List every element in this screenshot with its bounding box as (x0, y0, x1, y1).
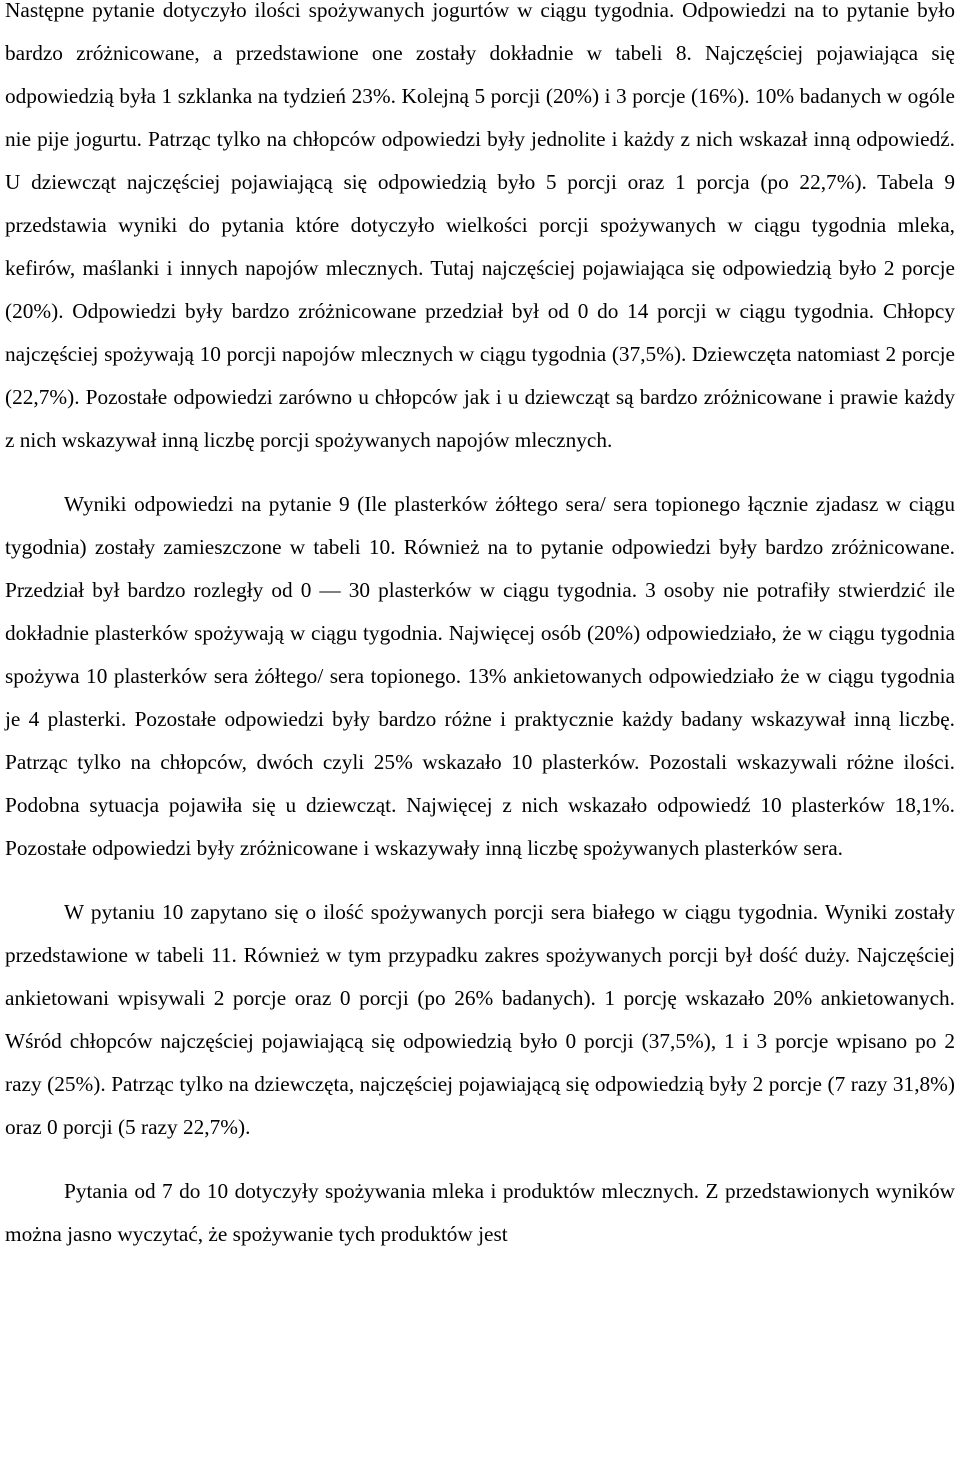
paragraph-yellow-cheese: Wyniki odpowiedzi na pytanie 9 (Ile plasterków żółtego sera/ sera topionego łącznie zjadasz w ciągu tygodnia) zostały zamieszczone w tabeli 10. Również na to pytanie odpowiedzi były bardzo zróżnicowane. Przedział był bardzo rozległy od 0 — 30 plasterków w ciągu tygodnia. 3 osoby nie potrafiły stwierdzić ile dokładnie plasterków spożywają w ciągu tygodnia. Najwięcej osób (20%) odpowiedziało, że w ciągu tygodnia spożywa 10 plasterków sera żółtego/ sera topionego. 13% ankietowanych odpowiedziało że w ciągu tygodnia je 4 plasterki. Pozostałe odpowiedzi były bardzo różne i praktycznie każdy badany wskazywał inną liczbę. Patrząc tylko na chłopców, dwóch czyli 25% wskazało 10 plasterków. Pozostali wskazywali różne ilości. Podobna sytuacja pojawiła się u dziewcząt. Najwięcej z nich wskazało odpowiedź 10 plasterków 18,1%. Pozostałe odpowiedzi były zróżnicowane i wskazywały inną liczbę spożywanych plasterków sera. (5, 492, 955, 860)
paragraph-yogurt-milk: Następne pytanie dotyczyło ilości spożywanych jogurtów w ciągu tygodnia. Odpowiedzi na to pytanie było bardzo zróżnicowane, a przedstawione one zostały dokładnie w tabeli 8. Najczęściej pojawiająca się odpowiedzią była 1 szklanka na tydzień 23%. Kolejną 5 porcji (20%) i 3 porcje (16%). 10% badanych w ogóle nie pije jogurtu. Patrząc tylko na chłopców odpowiedzi były jednolite i każdy z nich wskazał inną odpowiedź. U dziewcząt najczęściej pojawiającą się odpowiedzią było 5 porcji oraz 1 porcja (po 22,7%). Tabela 9 przedstawia wyniki do pytania które dotyczyło wielkości porcji spożywanych w ciągu tygodnia mleka, kefirów, maślanki i innych napojów mlecznych. Tutaj najczęściej pojawiająca się odpowiedzią było 2 porcje (20%). Odpowiedzi były bardzo zróżnicowane przedział był od 0 do 14 porcji w ciągu tygodnia. Chłopcy najczęściej spożywają 10 porcji napojów mlecznych w ciągu tygodnia (37,5%). Dziewczęta natomiast 2 porcje (22,7%). Pozostałe odpowiedzi zarówno u chłopców jak i u dziewcząt są bardzo zróżnicowane i prawie każdy z nich wskazywał inną liczbę porcji spożywanych napojów mlecznych. (5, 0, 955, 452)
document-page (5, 0, 955, 1256)
paragraph-white-cheese: W pytaniu 10 zapytano się o ilość spożywanych porcji sera białego w ciągu tygodnia. Wyniki zostały przedstawione w tabeli 11. Również w tym przypadku zakres spożywanych porcji był dość duży. Najczęściej ankietowani wpisywali 2 porcje oraz 0 porcji (po 26% badanych). 1 porcję wskazało 20% ankietowanych. Wśród chłopców najczęściej pojawiającą się odpowiedzią było 0 porcji (37,5%), 1 i 3 porcje wpisano po 2 razy (25%). Patrząc tylko na dziewczęta, najczęściej pojawiającą się odpowiedzią były 2 porcje (7 razy 31,8%) oraz 0 porcji (5 razy 22,7%). (5, 900, 955, 1139)
paragraph-summary: Pytania od 7 do 10 dotyczyły spożywania mleka i produktów mlecznych. Z przedstawionych wyników można jasno wyczytać, że spożywanie tych produktów jest (5, 1179, 955, 1246)
